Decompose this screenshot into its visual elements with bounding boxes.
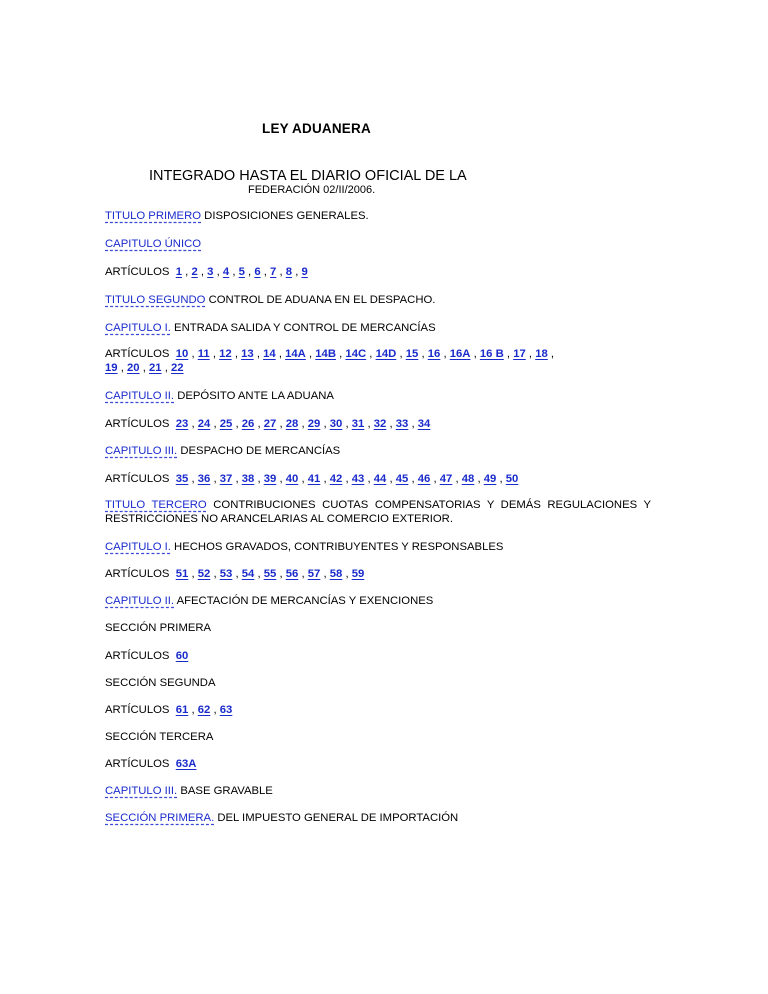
capitulo-i-heading [105, 322, 436, 334]
capitulo-unico-link[interactable]: CAPITULO ÚNICO [105, 238, 202, 250]
seccion-primera-heading [105, 812, 458, 824]
titulo-primero-link[interactable]: TITULO PRIMERO [105, 210, 202, 222]
article-link-42[interactable]: 42 [329, 473, 343, 485]
titulo-tercero-heading [105, 498, 651, 526]
article-link-14a[interactable]: 14A [285, 348, 306, 360]
capitulo-unico-heading [105, 238, 201, 250]
capitulo-iii-link[interactable]: CAPITULO III. [105, 445, 178, 457]
article-link-19[interactable]: 19 [105, 362, 118, 374]
seccion-primera-link[interactable]: SECCIÓN PRIMERA. [105, 812, 215, 824]
titulo-primero-text: DISPOSICIONES GENERALES. [201, 210, 369, 222]
article-link-26[interactable]: 26 [241, 418, 255, 430]
articles-line: ARTÍCULOS 51 , 52 , 53 , 54 , 55 , 56 , 57 , 58 , 59 [105, 568, 365, 580]
article-link-25[interactable]: 25 [219, 418, 233, 430]
titulo-segundo-heading [105, 294, 435, 306]
capitulo-3-ii-link[interactable]: CAPITULO II. [105, 595, 175, 607]
seccion-primera-label: SECCIÓN PRIMERA [105, 622, 212, 634]
article-link-6[interactable]: 6 [254, 266, 261, 278]
article-link-2[interactable]: 2 [191, 266, 198, 278]
article-link-1[interactable]: 1 [175, 266, 183, 278]
article-link-44[interactable]: 44 [373, 473, 387, 485]
article-link-13[interactable]: 13 [241, 348, 254, 360]
article-link-58[interactable]: 58 [329, 568, 343, 580]
article-link-3[interactable]: 3 [207, 266, 214, 278]
article-link-16b[interactable]: 16 B [479, 348, 504, 360]
capitulo-ii-text: DEPÓSITO ANTE LA ADUANA [174, 390, 334, 402]
article-link-12[interactable]: 12 [219, 348, 232, 360]
article-link-50[interactable]: 50 [505, 473, 519, 485]
article-link-46[interactable]: 46 [417, 473, 431, 485]
article-link-4[interactable]: 4 [222, 266, 230, 278]
article-link-62[interactable]: 62 [197, 704, 211, 716]
titulo-segundo-text: CONTROL DE ADUANA EN EL DESPACHO. [205, 294, 436, 306]
article-link-16[interactable]: 16 [427, 348, 441, 360]
article-link-41[interactable]: 41 [307, 473, 321, 485]
article-link-37[interactable]: 37 [219, 473, 233, 485]
capitulo-i-text: ENTRADA SALIDA Y CONTROL DE MERCANCÍAS [170, 322, 436, 334]
article-link-20[interactable]: 20 [127, 362, 140, 374]
capitulo-3-iii-heading [105, 785, 273, 797]
article-link-55[interactable]: 55 [263, 568, 277, 580]
capitulo-3-i-heading [105, 541, 503, 553]
article-link-23[interactable]: 23 [175, 418, 189, 430]
article-link-24[interactable]: 24 [197, 418, 211, 430]
article-link-18[interactable]: 18 [535, 348, 548, 360]
article-link-63a[interactable]: 63A [175, 758, 197, 770]
article-link-63[interactable]: 63 [219, 704, 233, 716]
article-link-57[interactable]: 57 [307, 568, 321, 580]
article-link-27[interactable]: 27 [263, 418, 277, 430]
articles-line: ARTÍCULOS 1 , 2 , 3 , 4 , 5 , 6 , 7 , 8 , 9 [105, 266, 308, 278]
capitulo-iii-heading [105, 445, 340, 457]
capitulo-3-i-link[interactable]: CAPITULO I. [105, 541, 171, 553]
article-link-29[interactable]: 29 [307, 418, 321, 430]
article-link-60[interactable]: 60 [175, 650, 189, 662]
article-link-47[interactable]: 47 [439, 473, 453, 485]
article-link-11[interactable]: 11 [197, 348, 210, 360]
article-link-36[interactable]: 36 [197, 473, 211, 485]
article-link-52[interactable]: 52 [197, 568, 211, 580]
articles-label: ARTÍCULOS [105, 758, 170, 770]
articles-label: ARTÍCULOS [105, 266, 170, 278]
article-link-7[interactable]: 7 [270, 266, 277, 278]
articles-label: ARTÍCULOS [105, 473, 170, 485]
capitulo-ii-heading [105, 390, 334, 402]
titulo-tercero-link[interactable]: TITULO TERCERO [105, 499, 207, 511]
article-link-30[interactable]: 30 [329, 418, 343, 430]
article-link-21[interactable]: 21 [149, 362, 162, 374]
article-link-49[interactable]: 49 [483, 473, 497, 485]
article-link-56[interactable]: 56 [285, 568, 299, 580]
subtitle-line-2: FEDERACIÓN 02/II/2006. [248, 184, 376, 196]
articles-label: ARTÍCULOS [105, 568, 170, 580]
articles-label: ARTÍCULOS [105, 704, 170, 716]
capitulo-ii-link[interactable]: CAPITULO II. [105, 390, 175, 402]
capitulo-i-link[interactable]: CAPITULO I. [105, 322, 171, 334]
article-link-5[interactable]: 5 [238, 266, 245, 278]
titulo-segundo-link[interactable]: TITULO SEGUNDO [105, 294, 206, 306]
article-link-16a[interactable]: 16A [449, 348, 471, 360]
capitulo-3-ii-text: AFECTACIÓN DE MERCANCÍAS Y EXENCIONES [174, 595, 434, 607]
articles-label: ARTÍCULOS [105, 348, 170, 360]
seccion-primera-text: DEL IMPUESTO GENERAL DE IMPORTACIÓN [214, 812, 459, 824]
article-link-15[interactable]: 15 [405, 348, 419, 360]
articles-label: ARTÍCULOS [105, 418, 170, 430]
articles-line: ARTÍCULOS 23 , 24 , 25 , 26 , 27 , 28 , 29 , 30 , 31 , 32 , 33 , 34 [105, 418, 431, 430]
article-link-17[interactable]: 17 [513, 348, 526, 360]
seccion-tercera-label: SECCIÓN TERCERA [105, 731, 214, 743]
article-link-45[interactable]: 45 [395, 473, 409, 485]
article-link-22[interactable]: 22 [171, 362, 184, 374]
page-title: LEY ADUANERA [262, 121, 371, 136]
article-link-38[interactable]: 38 [241, 473, 255, 485]
article-link-9[interactable]: 9 [301, 266, 308, 278]
article-link-43[interactable]: 43 [351, 473, 365, 485]
articles-line [105, 758, 196, 770]
article-link-59[interactable]: 59 [351, 568, 365, 580]
article-link-14c[interactable]: 14C [345, 348, 367, 360]
article-link-35[interactable]: 35 [175, 473, 189, 485]
article-link-53[interactable]: 53 [219, 568, 233, 580]
article-link-14b[interactable]: 14B [315, 348, 336, 360]
subtitle-line-1: INTEGRADO HASTA EL DIARIO OFICIAL DE LA [149, 168, 467, 184]
article-link-40[interactable]: 40 [285, 473, 299, 485]
titulo-primero-heading [105, 210, 369, 222]
article-link-51[interactable]: 51 [175, 568, 189, 580]
article-link-34[interactable]: 34 [417, 418, 431, 430]
capitulo-iii-text: DESPACHO DE MERCANCÍAS [177, 445, 341, 457]
article-link-54[interactable]: 54 [241, 568, 255, 580]
article-link-31[interactable]: 31 [351, 418, 365, 430]
capitulo-3-ii-heading [105, 595, 433, 607]
capitulo-3-iii-link[interactable]: CAPITULO III. [105, 785, 178, 797]
articles-line: ARTÍCULOS 35 , 36 , 37 , 38 , 39 , 40 , 41 , 42 , 43 , 44 , 45 , 46 , 47 , 48 , 49 , 50 [105, 473, 519, 485]
article-link-8[interactable]: 8 [285, 266, 293, 278]
article-link-32[interactable]: 32 [373, 418, 387, 430]
articles-label: ARTÍCULOS [105, 650, 170, 662]
article-link-39[interactable]: 39 [263, 473, 277, 485]
article-link-10[interactable]: 10 [175, 348, 189, 360]
article-link-48[interactable]: 48 [461, 473, 475, 485]
article-link-61[interactable]: 61 [175, 704, 189, 716]
article-link-28[interactable]: 28 [285, 418, 299, 430]
titulo-tercero-text: CONTRIBUCIONES CUOTAS COMPENSATORIAS Y DEMÁS REGULACIONES Y RESTRICCIONES NO ARANCELARIAS AL COMERCIO EXTERIOR. [105, 499, 652, 525]
article-link-33[interactable]: 33 [395, 418, 409, 430]
article-link-14[interactable]: 14 [263, 348, 276, 360]
articles-line: ARTÍCULOS 61 , 62 , 63 [105, 704, 233, 716]
seccion-segunda-label: SECCIÓN SEGUNDA [105, 677, 216, 689]
capitulo-3-iii-text: BASE GRAVABLE [177, 785, 273, 797]
capitulo-3-i-text: HECHOS GRAVADOS, CONTRIBUYENTES Y RESPONSABLES [170, 541, 504, 553]
articles-line: ARTÍCULOS 10 , 11 , 12 , 13 , 14 , 14A , 14B , 14C , 14D , 15 , 16 , 16A , 16 B , 17 , 18 , [105, 348, 555, 360]
articles-line-continued: 19 , 20 , 21 , 22 [105, 362, 184, 374]
articles-line [105, 650, 188, 662]
article-link-14d[interactable]: 14D [375, 348, 397, 360]
